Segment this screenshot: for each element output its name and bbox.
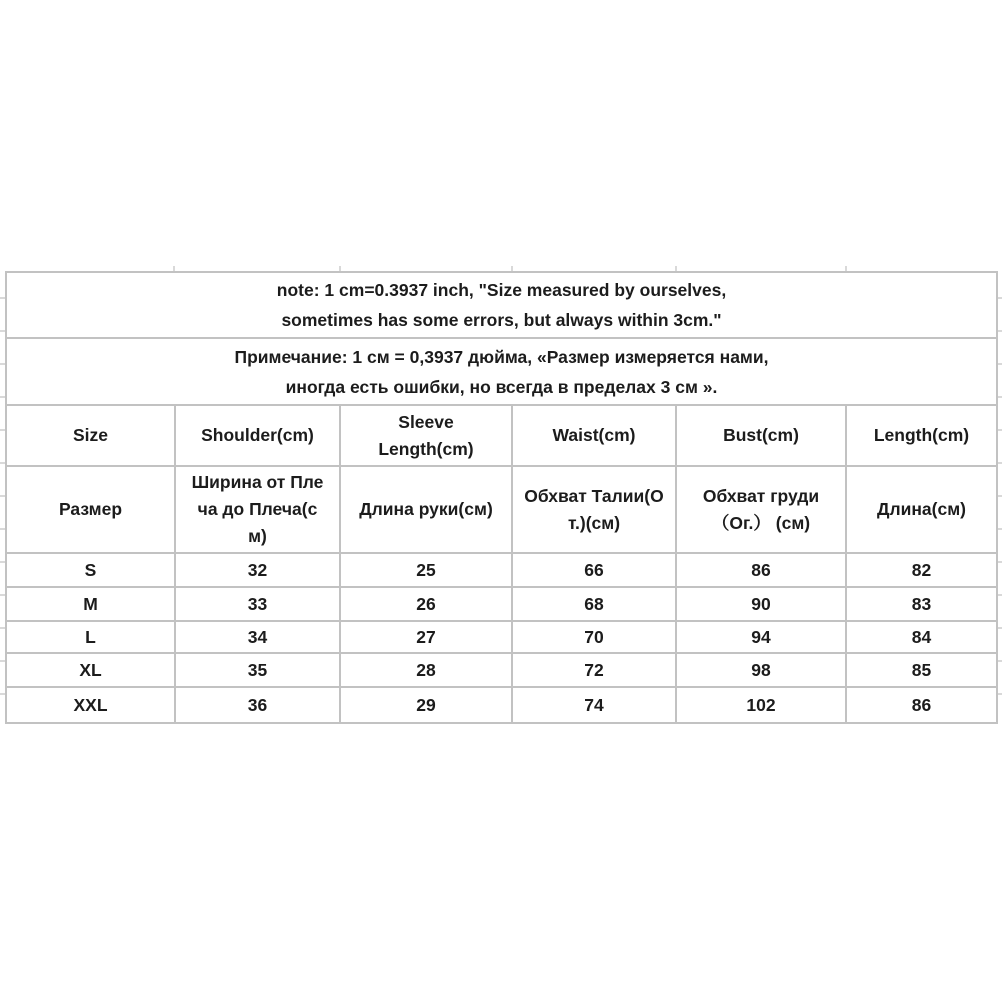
cell-size bbox=[6, 621, 175, 653]
cell-bust bbox=[676, 653, 846, 687]
note-english-line2: sometimes has some errors, but always within 3cm." bbox=[281, 310, 722, 330]
header-cell-bust-ru bbox=[676, 466, 846, 553]
cell-size bbox=[6, 687, 175, 723]
cell-sleeve bbox=[340, 621, 512, 653]
header-size-label-ru: Размер bbox=[58, 499, 123, 519]
bust-value: 94 bbox=[751, 626, 771, 647]
size-value: XL bbox=[79, 659, 102, 680]
note-russian-line2: иногда есть ошибки, но всегда в пределах 3 см ». bbox=[285, 376, 718, 397]
cell-sleeve bbox=[340, 587, 512, 621]
header-waist-ru-line2: т.)(см) bbox=[567, 512, 621, 533]
header-shoulder-ru-line3: м) bbox=[248, 526, 267, 546]
note-english-line1: note: 1 cm=0.3937 inch, "Size measured by ourselves, bbox=[276, 280, 727, 300]
size-chart-table bbox=[5, 271, 998, 724]
cell-sleeve bbox=[340, 653, 512, 687]
header-cell-waist-ru bbox=[512, 466, 676, 553]
length-value: 84 bbox=[911, 626, 932, 647]
cell-length bbox=[846, 553, 997, 587]
size-value: M bbox=[83, 593, 98, 614]
size-value: XXL bbox=[73, 694, 108, 715]
bust-value: 102 bbox=[746, 694, 776, 715]
shoulder-value: 35 bbox=[247, 659, 268, 680]
header-shoulder-ru-line1: Ширина от Пле bbox=[191, 472, 324, 492]
header-row-english bbox=[6, 405, 997, 466]
bust-value: 98 bbox=[751, 659, 771, 680]
bust-value: 86 bbox=[751, 559, 771, 580]
sleeve-value: 26 bbox=[416, 593, 436, 614]
cell-shoulder bbox=[175, 587, 340, 621]
waist-value: 70 bbox=[584, 626, 604, 647]
header-cell-size-ru bbox=[6, 466, 175, 553]
table-row-size-xl bbox=[6, 653, 997, 687]
cell-length bbox=[846, 587, 997, 621]
sleeve-value: 29 bbox=[416, 694, 436, 715]
note-cell-english bbox=[6, 272, 997, 338]
shoulder-value: 34 bbox=[247, 626, 268, 647]
header-length-label-ru: Длина(см) bbox=[877, 499, 966, 519]
header-bust-ru-line2: （Ог.） (см) bbox=[711, 512, 811, 533]
cell-shoulder bbox=[175, 553, 340, 587]
header-cell-size-en bbox=[6, 405, 175, 466]
note-row-russian bbox=[6, 338, 997, 405]
header-cell-length-en bbox=[846, 405, 997, 466]
header-cell-bust-en bbox=[676, 405, 846, 466]
cell-sleeve bbox=[340, 687, 512, 723]
cell-sleeve bbox=[340, 553, 512, 587]
cell-shoulder bbox=[175, 687, 340, 723]
length-value: 86 bbox=[911, 694, 932, 715]
cell-waist bbox=[512, 621, 676, 653]
table-row-size-s bbox=[6, 553, 997, 587]
header-waist-label: Waist(cm) bbox=[552, 425, 636, 445]
cell-length bbox=[846, 687, 997, 723]
bust-value: 90 bbox=[751, 593, 771, 614]
length-value: 85 bbox=[911, 659, 932, 680]
cell-length bbox=[846, 653, 997, 687]
shoulder-value: 33 bbox=[247, 593, 268, 614]
header-cell-shoulder-ru bbox=[175, 466, 340, 553]
note-russian-line1: Примечание: 1 см = 0,3937 дюйма, «Размер измеряется нами, bbox=[234, 346, 769, 367]
waist-value: 74 bbox=[584, 694, 604, 715]
cell-shoulder bbox=[175, 653, 340, 687]
header-bust-ru-line1: Обхват груди bbox=[702, 485, 820, 506]
cell-waist bbox=[512, 653, 676, 687]
cell-bust bbox=[676, 621, 846, 653]
note-row-english bbox=[6, 272, 997, 338]
cell-shoulder bbox=[175, 621, 340, 653]
waist-value: 66 bbox=[584, 559, 604, 580]
header-bust-label: Bust(cm) bbox=[723, 425, 799, 445]
cell-waist bbox=[512, 587, 676, 621]
cell-size bbox=[6, 553, 175, 587]
waist-value: 72 bbox=[584, 659, 604, 680]
cell-waist bbox=[512, 553, 676, 587]
cell-size bbox=[6, 653, 175, 687]
header-cell-sleeve-en bbox=[340, 405, 512, 466]
header-row-russian bbox=[6, 466, 997, 553]
waist-value: 68 bbox=[584, 593, 604, 614]
header-shoulder-ru-line2: ча до Плеча(с bbox=[197, 499, 318, 519]
length-value: 82 bbox=[911, 559, 932, 580]
cell-size bbox=[6, 587, 175, 621]
sleeve-value: 27 bbox=[416, 626, 436, 647]
table-row-size-m bbox=[6, 587, 997, 621]
note-cell-russian bbox=[6, 338, 997, 405]
table-row-size-l bbox=[6, 621, 997, 653]
size-value: S bbox=[84, 559, 97, 580]
header-length-label: Length(cm) bbox=[873, 425, 970, 445]
header-sleeve-label-line1: Sleeve bbox=[398, 411, 454, 432]
header-sleeve-label-line2: Length(cm) bbox=[378, 438, 474, 459]
header-cell-length-ru bbox=[846, 466, 997, 553]
table-row-size-xxl bbox=[6, 687, 997, 723]
header-size-label: Size bbox=[72, 425, 109, 445]
header-shoulder-label: Shoulder(cm) bbox=[201, 425, 314, 445]
cell-bust bbox=[676, 687, 846, 723]
sleeve-value: 25 bbox=[416, 559, 436, 580]
header-sleeve-label-ru: Длина руки(см) bbox=[359, 499, 493, 519]
shoulder-value: 36 bbox=[247, 694, 268, 715]
cell-bust bbox=[676, 553, 846, 587]
sleeve-value: 28 bbox=[416, 659, 436, 680]
length-value: 83 bbox=[911, 593, 932, 614]
shoulder-value: 32 bbox=[247, 559, 268, 580]
header-waist-ru-line1: Обхват Талии(О bbox=[524, 485, 664, 506]
header-cell-waist-en bbox=[512, 405, 676, 466]
cell-bust bbox=[676, 587, 846, 621]
header-cell-shoulder-en bbox=[175, 405, 340, 466]
cell-waist bbox=[512, 687, 676, 723]
size-value: L bbox=[85, 626, 96, 647]
header-cell-sleeve-ru bbox=[340, 466, 512, 553]
cell-length bbox=[846, 621, 997, 653]
